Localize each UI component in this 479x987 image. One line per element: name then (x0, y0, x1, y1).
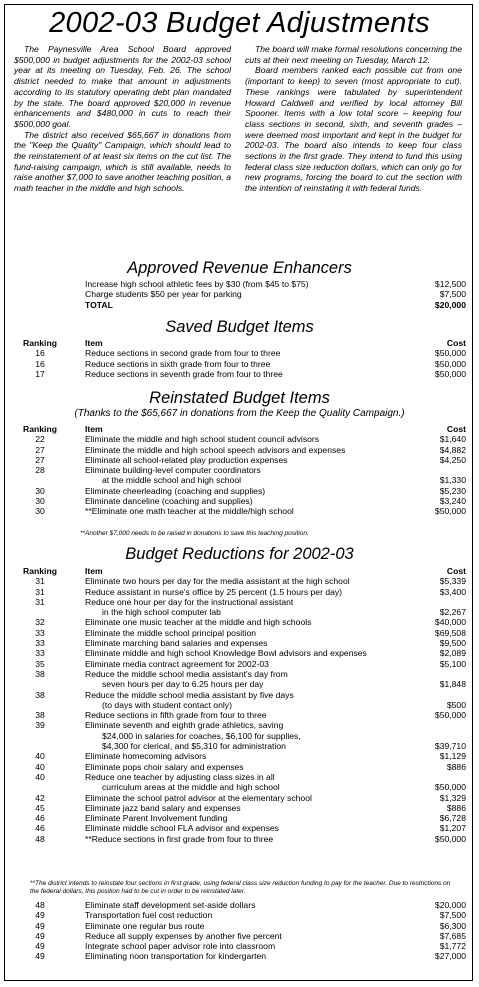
table-row (14, 506, 466, 516)
table-row (14, 359, 466, 369)
cost-cell: $27,000 (434, 951, 466, 962)
cost-cell: $20,000 (434, 900, 466, 910)
item-cell: Reduce sections in sixth grade from four to three (85, 358, 271, 369)
ranking-cell: 28 (35, 465, 45, 476)
item-cell: Eliminating noon transportation for kindergarten (85, 951, 267, 962)
reductions-table (14, 566, 466, 844)
reinstated-table (14, 424, 466, 517)
item-cell: Eliminate the middle and high school student council advisors (85, 434, 320, 445)
cost-cell: $40,000 (434, 617, 466, 628)
cost-cell: $1,640 (439, 434, 466, 445)
cost-cell: $5,230 (439, 485, 466, 496)
revenue-section-title: Approved Revenue Enhancers (127, 259, 352, 277)
table-row (14, 638, 466, 648)
table-row (14, 617, 466, 627)
cost-cell: $9,500 (439, 638, 466, 649)
cost-cell: $1,129 (439, 751, 466, 762)
item-cell: Eliminate all school-related play production expenses (85, 454, 288, 465)
ranking-header: Ranking (23, 566, 57, 576)
table-row (14, 772, 466, 782)
item-cell: Reduce the middle school media assistant by five days (85, 689, 294, 700)
cost-cell: $50,000 (434, 348, 466, 359)
cost-cell: $39,710 (434, 741, 466, 752)
table-row (14, 900, 466, 910)
saved-section-title: Saved Budget Items (165, 318, 314, 336)
cost-cell: $500 (446, 699, 466, 710)
reinstated-section-title: Reinstated Budget Items (149, 389, 330, 407)
intro-paragraph: Board members ranked each possible cut from one (important to keep) to seven (most appropriate to cut). These rankings were tabulated by superintendent Howard Caldwell and verified by local attorney Bill Spooner. Items with a low total score – keeping four class sections in second, sixth, and seventh grades – were deemed most important and kept in the budget for 2002-03. The board also intends to keep four class sections in the first grade. They intend to fund this using federal class size reduction dollars, which can only go for new programs, forcing the board to cut the section with the intention of reinstating it with federal funds. (245, 65, 462, 194)
cost-cell: $1,329 (439, 792, 466, 803)
table-row (14, 751, 466, 761)
table-row (14, 690, 466, 700)
item-cell: **Eliminate one math teacher at the middle/high school (85, 506, 294, 517)
item-cell: Eliminate building-level computer coordinators (85, 465, 261, 476)
ranking-cell: 16 (35, 348, 45, 359)
reductions-section-title: Budget Reductions for 2002-03 (125, 545, 354, 563)
ranking-cell: 49 (35, 920, 45, 931)
item-cell: Eliminate two hours per day for the media assistant at the high school (85, 576, 350, 587)
item-cell: Reduce one hour per day for the instructional assistant (85, 596, 294, 607)
item-cell: Integrate school paper advisor role into classroom (85, 941, 276, 952)
reinstated-note: **Another $7,000 needs to be raised in donations to save this teaching position. (80, 530, 309, 537)
item-cell: Charge students $50 per year for parking (85, 289, 242, 300)
ranking-cell: 45 (35, 802, 45, 813)
intro-paragraph: The district also received $65,667 in donations from the "Keep the Quality" Campaign, which should lead to the reinstatement of at least six items on the cut list. The fund-raising campaign, which is still available, needs to raise another $7,000 to save another teaching position, a math teacher in the middle and high schools. (14, 129, 231, 194)
table-row (14, 720, 466, 730)
item-cell: Eliminate staff development set-aside dollars (85, 900, 256, 910)
cost-header: Cost (446, 424, 466, 434)
item-cell: Eliminate one music teacher at the middle and high schools (85, 617, 312, 628)
cost-cell: $12,500 (434, 279, 466, 289)
item-header: Item (85, 338, 103, 348)
table-row (14, 289, 466, 299)
table-row (14, 486, 466, 496)
item-cell: at the middle school and high school (102, 475, 242, 486)
cost-cell: $886 (446, 761, 466, 772)
reinstated-subtitle: (Thanks to the $65,667 in donations from the Keep the Quality Campaign.) (74, 408, 405, 419)
ranking-cell: 49 (35, 930, 45, 941)
cost-cell (396, 465, 466, 475)
table-row (14, 434, 466, 444)
cost-cell: $5,339 (439, 576, 466, 587)
item-cell: Eliminate homecoming advisors (85, 751, 207, 762)
total-value: $20,000 (434, 299, 466, 310)
table-row (14, 628, 466, 638)
cost-cell: $50,000 (434, 506, 466, 517)
cost-cell: $50,000 (434, 710, 466, 721)
table-row (14, 931, 466, 941)
ranking-cell: 35 (35, 658, 45, 669)
item-cell: Reduce sections in seventh grade from four to three (85, 368, 283, 379)
cost-cell: $1,772 (439, 941, 466, 952)
item-cell: Eliminate media contract agreement for 2002-03 (85, 658, 269, 669)
ranking-cell: 30 (35, 485, 45, 496)
item-cell: Eliminate seventh and eighth grade athletics, saving (85, 720, 284, 731)
cost-cell: $4,250 (439, 454, 466, 465)
ranking-cell: 49 (35, 951, 45, 962)
ranking-cell: 46 (35, 823, 45, 834)
item-cell: Reduce sections in second grade from four to three (85, 348, 281, 359)
item-cell: Eliminate danceline (coaching and supplies) (85, 496, 253, 507)
item-header: Item (85, 566, 103, 576)
item-cell: Eliminate cheerleading (coaching and supplies) (85, 485, 266, 496)
table-row (14, 496, 466, 506)
table-row (14, 941, 466, 951)
ranking-cell: 27 (35, 444, 45, 455)
item-cell: **Reduce sections in first grade from four to three (85, 833, 274, 844)
intro-left-column (14, 44, 231, 194)
item-cell: Reduce sections in fifth grade from four to three (85, 710, 267, 721)
ranking-cell (14, 741, 66, 751)
table-row (14, 741, 466, 751)
ranking-cell: 38 (35, 710, 45, 721)
revenue-table (14, 279, 466, 310)
ranking-cell: 32 (35, 617, 45, 628)
reductions-table-continued (14, 900, 466, 962)
ranking-cell (14, 289, 66, 299)
ranking-cell: 17 (35, 368, 45, 379)
ranking-cell: 31 (35, 576, 45, 587)
table-row (14, 576, 466, 586)
item-cell: curriculum areas at the middle and high school (102, 782, 280, 793)
cost-cell: $886 (446, 802, 466, 813)
ranking-cell: 39 (35, 720, 45, 731)
cost-cell: $50,000 (434, 782, 466, 793)
ranking-cell: 49 (35, 941, 45, 952)
cost-cell: $3,240 (439, 496, 466, 507)
item-cell: Eliminate the middle school principal position (85, 627, 257, 638)
ranking-cell: 33 (35, 638, 45, 649)
cost-cell: $50,000 (434, 833, 466, 844)
cost-cell: $1,848 (439, 679, 466, 690)
table-row (14, 445, 466, 455)
ranking-cell: 38 (35, 689, 45, 700)
reductions-note: **The district intends to reinstate four sections in first grade, using federal class size reduction funding to pay for the teacher. Due to restrictions on the federal dollars, this position had to be cut in order to be reinstated later. (30, 880, 451, 895)
ranking-cell (14, 300, 66, 310)
table-row (14, 607, 466, 617)
item-cell: Eliminate pops choir salary and expenses (85, 761, 244, 772)
item-cell: in the high school computer lab (102, 607, 221, 618)
ranking-cell: 16 (35, 358, 45, 369)
item-cell: Eliminate marching band salaries and expenses (85, 638, 268, 649)
item-cell: Reduce the middle school media assistant's day from (85, 668, 288, 679)
table-row (14, 669, 466, 679)
cost-cell: $2,089 (439, 648, 466, 659)
item-cell: seven hours per day to 6.25 hours per day (102, 679, 264, 690)
ranking-cell: 40 (35, 751, 45, 762)
cost-cell: $7,500 (439, 289, 466, 300)
ranking-cell: 30 (35, 496, 45, 507)
cost-header: Cost (446, 566, 466, 576)
total-row (14, 300, 466, 310)
table-row (14, 731, 466, 741)
item-cell: Eliminate the school patrol advisor at the elementary school (85, 792, 312, 803)
item-header: Item (85, 424, 103, 434)
ranking-cell (14, 782, 66, 792)
ranking-cell: 31 (35, 596, 45, 607)
item-cell: Increase high school athletic fees by $30 (from $45 to $75) (85, 279, 309, 289)
table-row (14, 951, 466, 961)
table-row (14, 793, 466, 803)
ranking-cell (14, 607, 66, 617)
table-row (14, 700, 466, 710)
item-cell: Eliminate jazz band salary and expenses (85, 802, 241, 813)
table-row (14, 597, 466, 607)
ranking-cell: 22 (35, 434, 45, 445)
cost-cell (396, 720, 466, 730)
table-row (14, 279, 466, 289)
cost-cell: $7,500 (439, 910, 466, 921)
cost-cell: $2,267 (439, 607, 466, 618)
table-row (14, 465, 466, 475)
cost-cell: $5,100 (439, 658, 466, 669)
item-cell: Reduce all supply expenses by another five percent (85, 930, 282, 941)
table-row (14, 803, 466, 813)
ranking-cell: 40 (35, 761, 45, 772)
table-row (14, 348, 466, 358)
item-cell: Eliminate Parent Involvement funding (85, 813, 228, 824)
cost-cell: $50,000 (434, 358, 466, 369)
item-cell: Reduce assistant in nurse's office by 25 percent (1.5 hours per day) (85, 586, 343, 597)
item-cell: Eliminate middle and high school Knowledge Bowl advisors and expenses (85, 648, 367, 659)
ranking-cell: 42 (35, 792, 45, 803)
table-row (14, 762, 466, 772)
ranking-cell (14, 700, 66, 710)
cost-cell (396, 690, 466, 700)
table-row (14, 910, 466, 920)
ranking-cell (14, 679, 66, 689)
table-row (14, 659, 466, 669)
intro-paragraph: The Paynesville Area School Board approved $500,000 in budget adjustments for the 2002-03 school year at its meeting on Tuesday, Feb. 26. The school district needed to make that amount in adjustments according to its statutory operating debt plan mandated by the state. The board approved $20,000 in revenue enhancements and $480,000 in cuts to reach their $500,000 goal. (14, 44, 231, 129)
table-row (14, 455, 466, 465)
ranking-header: Ranking (23, 338, 57, 348)
cost-cell (396, 669, 466, 679)
ranking-cell: 40 (35, 771, 45, 782)
ranking-cell: 33 (35, 627, 45, 638)
cost-cell: $1,207 (439, 823, 466, 834)
table-row (14, 921, 466, 931)
total-label: TOTAL (85, 299, 113, 310)
ranking-cell: 30 (35, 506, 45, 517)
table-row (14, 679, 466, 689)
table-row (14, 587, 466, 597)
intro-right-column (245, 44, 462, 194)
ranking-cell: 48 (35, 833, 45, 844)
cost-cell (396, 597, 466, 607)
ranking-cell: 48 (35, 900, 45, 910)
table-row (14, 648, 466, 658)
ranking-cell: 38 (35, 668, 45, 679)
ranking-header: Ranking (23, 424, 57, 434)
cost-cell: $1,330 (439, 475, 466, 486)
cost-cell (396, 772, 466, 782)
ranking-cell (14, 731, 66, 741)
table-row (14, 782, 466, 792)
cost-cell: $4,882 (439, 444, 466, 455)
item-cell: Transportation fuel cost reduction (85, 910, 213, 921)
cost-cell (396, 731, 466, 741)
table-row (14, 834, 466, 844)
table-row (14, 823, 466, 833)
item-cell: Eliminate middle school FLA advisor and expenses (85, 823, 279, 834)
item-cell: Eliminate one regular bus route (85, 920, 205, 931)
cost-cell: $50,000 (434, 368, 466, 379)
ranking-cell (14, 475, 66, 485)
table-row (14, 813, 466, 823)
ranking-cell: 27 (35, 454, 45, 465)
ranking-cell: 46 (35, 813, 45, 824)
ranking-cell: 33 (35, 648, 45, 659)
ranking-cell: 49 (35, 910, 45, 921)
table-row (14, 710, 466, 720)
item-cell: Reduce one teacher by adjusting class sizes in all (85, 771, 275, 782)
item-cell: Eliminate the middle and high school speech advisors and expenses (85, 444, 346, 455)
cost-cell: $6,300 (439, 920, 466, 931)
cost-cell: $69,508 (434, 627, 466, 638)
saved-table (14, 338, 466, 379)
table-row (14, 475, 466, 485)
page-title: 2002-03 Budget Adjustments (49, 7, 430, 39)
cost-cell: $6,728 (439, 813, 466, 824)
table-row (14, 369, 466, 379)
cost-cell: $7,685 (439, 930, 466, 941)
item-cell: $4,300 for clerical, and $5,310 for administration (102, 741, 286, 752)
ranking-cell (14, 279, 66, 289)
item-cell: (to days with student contact only) (102, 699, 232, 710)
ranking-cell: 31 (35, 586, 45, 597)
intro-paragraph: The board will make formal resolutions concerning the cuts at their next meeting on Tuesday, March 12. (245, 44, 462, 65)
cost-header: Cost (446, 338, 466, 348)
cost-cell: $3,400 (439, 586, 466, 597)
item-cell: $24,000 in salaries for coaches, $6,100 for supplies, (102, 730, 301, 741)
